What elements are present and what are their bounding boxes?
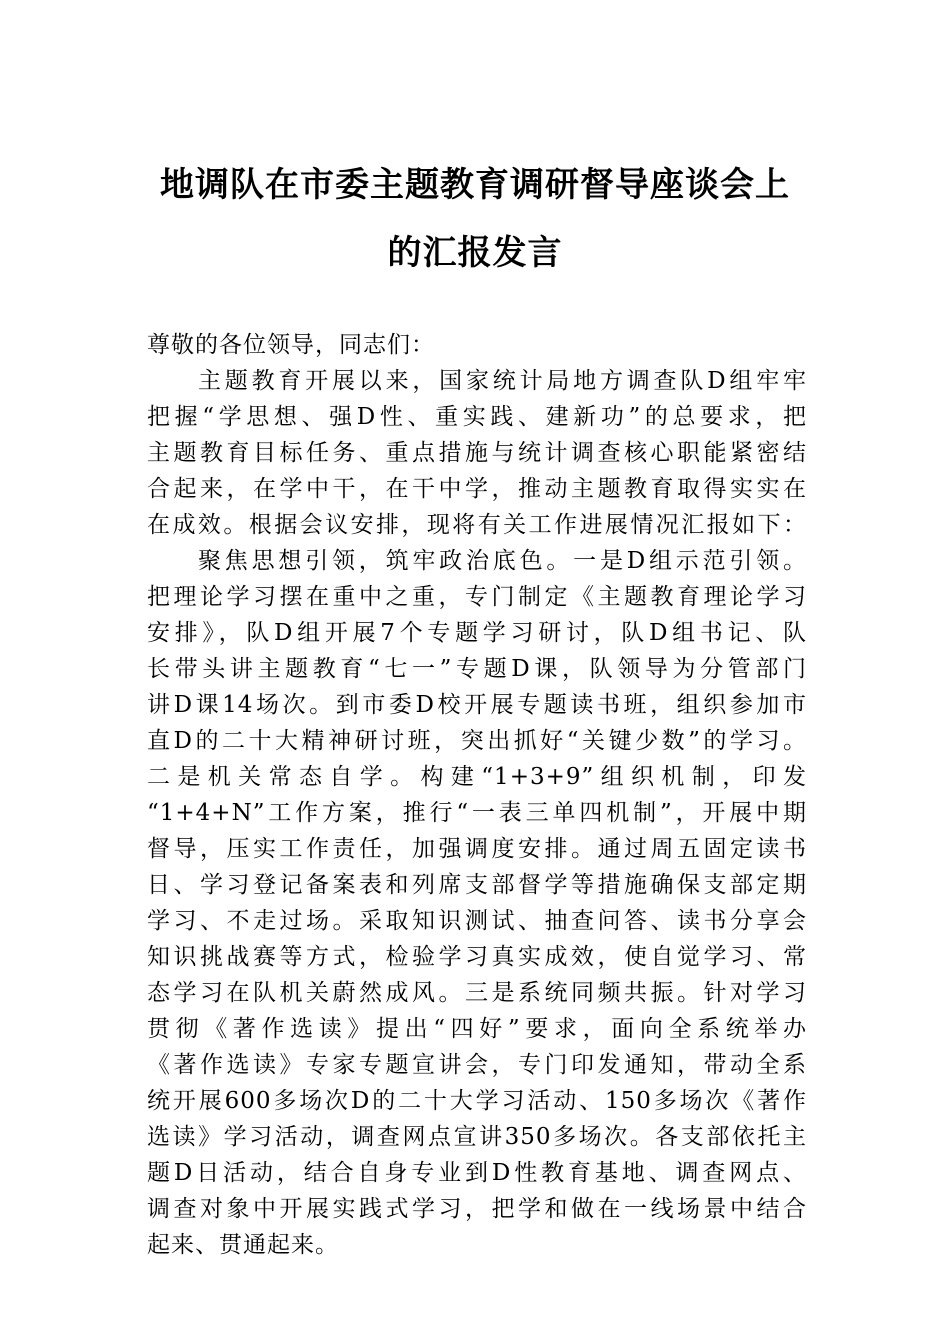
paragraph-line: 统开展600多场次D的二十大学习活动、150多场次《著作 [147, 1088, 807, 1114]
paragraph-line: 态学习在队机关蔚然成风。三是系统同频共振。针对学习 [147, 980, 807, 1006]
paragraph-line: 长带头讲主题教育“七一”专题D课，队领导为分管部门 [147, 656, 807, 682]
paragraph-line: 贯彻《著作选读》提出“四好”要求，面向全系统举办 [147, 1016, 807, 1042]
paragraph-line: “1+4+N”工作方案，推行“一表三单四机制”，开展中期 [147, 800, 807, 826]
paragraph-line: 在成效。根据会议安排，现将有关工作进展情况汇报如下： [147, 512, 807, 538]
paragraph-line: 把握“学思想、强D性、重实践、建新功”的总要求，把 [147, 404, 807, 430]
paragraph-line: 主题教育目标任务、重点措施与统计调查核心职能紧密结 [147, 440, 807, 466]
paragraph-line: 合起来，在学中干，在干中学，推动主题教育取得实实在 [147, 476, 807, 502]
paragraph-line: 学习、不走过场。采取知识测试、抽查问答、读书分享会 [147, 908, 807, 934]
paragraph-line: 讲D课14场次。到市委D校开展专题读书班，组织参加市 [147, 692, 807, 718]
paragraph-line: 选读》学习活动，调查网点宣讲350多场次。各支部依托主 [147, 1124, 807, 1150]
paragraph-line: 调查对象中开展实践式学习，把学和做在一线场景中结合 [147, 1196, 807, 1222]
paragraph-line: 二是机关常态自学。构建“1+3+9”组织机制，印发 [147, 764, 807, 790]
paragraph-line: 安排》，队D组开展7个专题学习研讨，队D组书记、队 [147, 620, 807, 646]
document-title-line-2: 的汇报发言 [387, 233, 563, 273]
paragraph-line: 知识挑战赛等方式，检验学习真实成效，使自觉学习、常 [147, 944, 807, 970]
paragraph-line: 直D的二十大精神研讨班，突出抓好“关键少数”的学习。 [147, 728, 807, 754]
paragraph-line: 日、学习登记备案表和列席支部督学等措施确保支部定期 [147, 872, 807, 898]
paragraph-line: 《著作选读》专家专题宣讲会，专门印发通知，带动全系 [147, 1052, 807, 1078]
paragraph-line: 起来、贯通起来。 [147, 1232, 339, 1258]
paragraph-line: 督导，压实工作责任，加强调度安排。通过周五固定读书 [147, 836, 807, 862]
paragraph-line: 主题教育开展以来，国家统计局地方调查队D组牢牢 [198, 368, 807, 394]
paragraph-line: 聚焦思想引领，筑牢政治底色。一是D组示范引领。 [198, 548, 807, 574]
paragraph-line: 把理论学习摆在重中之重，专门制定《主题教育理论学习 [147, 584, 807, 610]
salutation: 尊敬的各位领导，同志们： [147, 332, 435, 358]
paragraph-line: 题D日活动，结合自身专业到D性教育基地、调查网点、 [147, 1160, 807, 1186]
document-title-line-1: 地调队在市委主题教育调研督导座谈会上 [160, 165, 790, 205]
